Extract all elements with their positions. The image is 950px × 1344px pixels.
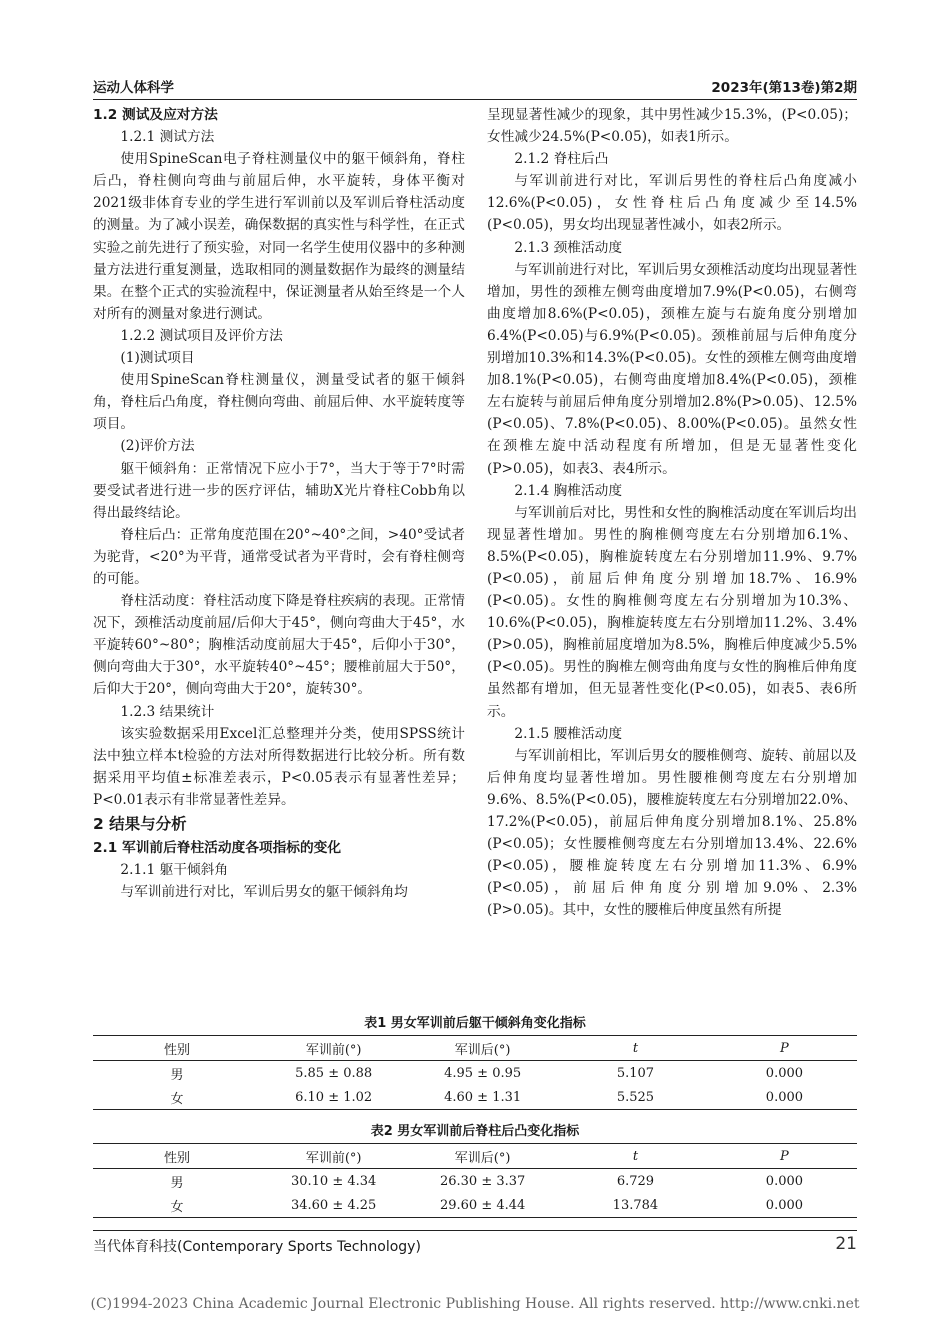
- header-after: 军训后(°): [454, 1150, 511, 1166]
- cell: 34.60 ± 4.25: [290, 1197, 377, 1213]
- cell: 5.85 ± 0.88: [295, 1065, 373, 1081]
- cell: 女: [170, 1091, 184, 1107]
- paragraph: 脊柱后凸：正常角度范围在20°~40°之间，>40°受试者为驼背，<20°为平背，通常受试者为平背时，会有脊柱侧弯的可能。: [93, 526, 465, 587]
- cell: 4.95 ± 0.95: [444, 1065, 522, 1081]
- table-header-row: [93, 1036, 857, 1061]
- subheading-test-items: (1)测试项目: [120, 350, 195, 367]
- cell: 男: [170, 1067, 184, 1083]
- heading-1-2-2: 1.2.2 测试项目及评价方法: [120, 327, 283, 344]
- cell: 0.000: [765, 1089, 804, 1105]
- cell: 男: [170, 1175, 184, 1191]
- subheading-evaluation: (2)评价方法: [120, 438, 195, 455]
- paragraph: 脊柱活动度：脊柱活动度下降是脊柱疾病的表现。正常情况下，颈椎活动度前屈/后仰大于45°，侧向弯曲大于45°，水平旋转60°~80°；胸椎活动度前屈大于45°，后仰小于30°，侧向弯曲大于30°，水平旋转40°~45°；腰椎前屈大于50°，后仰大于20°，侧向弯曲大于20°，旋转30°。: [93, 593, 465, 698]
- paragraph: 使用SpineScan电子脊柱测量仪中的躯干倾斜角，脊柱后凸，脊柱侧向弯曲与前屈后伸，水平旋转，身体平衡对2021级非体育专业的学生进行军训前以及军训后脊柱活动度的测量。为了减小误差，确保数据的真实性与科学性，在正式实验之前先进行了预实验，对同一名学生使用仪器中的多种测量方法进行重复测量，选取相同的测量数据作为最终的测量结果。在整个正式的实验流程中，保证测量者从始至终是一个人对所有的测量对象进行测试。: [93, 151, 465, 322]
- cell: 30.10 ± 4.34: [290, 1173, 377, 1189]
- heading-2-1-4: 2.1.4 胸椎活动度: [514, 482, 623, 499]
- heading-1-2: 1.2 测试及应对方法: [93, 107, 218, 123]
- header-t: t: [632, 1148, 639, 1164]
- cell: 女: [170, 1199, 184, 1215]
- paragraph: 与军训前后对比，男性和女性的胸椎活动度在军训后均出现显著性增加。男性的胸椎侧弯度左右分别增加6.1%、8.5%(P<0.05)，胸椎旋转度左右分别增加11.9%、9.7%(P<0.05)，前屈后伸角度分别增加18.7%、16.9%(P<0.05)。女性的胸椎侧弯度左右分别增加为10.3%、10.6%(P<0.05)，胸椎旋转度左右分别增加11.2%、3.4%(P>0.05)，胸椎前屈度增加为8.5%，胸椎后伸度减少5.5%(P<0.05)。男性的胸椎左侧弯曲角度与女性的胸椎后伸角度虽然都有增加，但无显著性变化(P<0.05)，如表5、表6所示。: [487, 504, 857, 720]
- header-before: 军训前(°): [305, 1150, 362, 1166]
- table2: [93, 1143, 857, 1218]
- footer-journal-name: 当代体育科技(Contemporary Sports Technology): [93, 1239, 421, 1255]
- cell: 0.000: [765, 1173, 804, 1189]
- cell: 29.60 ± 4.44: [439, 1197, 526, 1213]
- header-gender: 性别: [164, 1042, 191, 1058]
- table-header-row: [93, 1144, 857, 1169]
- header-p: P: [780, 1148, 789, 1164]
- cell: 0.000: [765, 1065, 804, 1081]
- cell: 4.60 ± 1.31: [444, 1089, 522, 1105]
- header-after: 军训后(°): [454, 1042, 511, 1058]
- footer-rule: [93, 1230, 857, 1231]
- left-column: [93, 104, 465, 903]
- heading-2-1-1: 2.1.1 躯干倾斜角: [120, 862, 229, 879]
- table2-caption: 表2 男女军训前后脊柱后凸变化指标: [370, 1124, 580, 1139]
- paragraph: 与军训前进行对比，军训后男女颈椎活动度均出现显著性增加，男性的颈椎左侧弯曲度增加7.9%(P<0.05)，右侧弯曲度增加8.6%(P<0.05)，颈椎左旋与右旋角度分别增加6.4%(P<0.05)与6.9%(P<0.05)。颈椎前屈与后伸角度分别增加10.3%和14.3%(P<0.05)。女性的颈椎左侧弯曲度增加8.1%(P<0.05)，右侧弯曲度增加8.4%(P<0.05)，颈椎左右旋转与前屈后伸角度分别增加2.8%(P>0.05)、12.5%(P<0.05)、7.8%(P<0.05)、8.00%(P<0.05)。虽然女性在颈椎左旋中活动程度有所增加，但是无显著性变化(P>0.05)，如表3、表4所示。: [487, 261, 857, 477]
- heading-2-1-5: 2.1.5 腰椎活动度: [514, 725, 623, 742]
- heading-2-1-2: 2.1.2 脊柱后凸: [514, 151, 609, 168]
- header-rule: [93, 99, 857, 100]
- journal-section-header: 运动人体科学: [93, 80, 174, 96]
- page-number: 21: [835, 1234, 857, 1254]
- cell: 0.000: [765, 1197, 804, 1213]
- cell: 5.525: [616, 1089, 655, 1105]
- right-column: [487, 104, 857, 921]
- paragraph: 与军训前相比，军训后男女的腰椎侧弯、旋转、前屈以及后伸角度均显著性增加。男性腰椎侧弯度左右分别增加9.6%、8.5%(P<0.05)，腰椎旋转度左右分别增加22.0%、17.2%(P<0.05)，前屈后伸角度分别增加8.1%、25.8%(P<0.05)；女性腰椎侧弯度左右分别增加13.4%、22.6%(P<0.05)，腰椎旋转度左右分别增加11.3%、6.9%(P<0.05)，前屈后伸角度分别增加9.0%、2.3%(P>0.05)。其中，女性的腰椎后伸度虽然有所提: [487, 747, 857, 919]
- paragraph: 躯干倾斜角：正常情况下应小于7°，当大于等于7°时需要受试者进行进一步的医疗评估，辅助X光片脊柱Cobb角以得出最终结论。: [93, 460, 465, 521]
- heading-2-1-3: 2.1.3 颈椎活动度: [514, 239, 623, 256]
- paragraph: 呈现显著性减少的现象，其中男性减少15.3%，(P<0.05)；女性减少24.5%(P<0.05)，如表1所示。: [487, 107, 857, 146]
- cell: 6.729: [616, 1173, 655, 1189]
- table1-caption: 表1 男女军训前后躯干倾斜角变化指标: [364, 1016, 586, 1031]
- paragraph: 与军训前进行对比，军训后男女的躯干倾斜角均: [120, 884, 408, 901]
- header-p: P: [780, 1040, 789, 1056]
- table-row: [93, 1085, 857, 1110]
- table-row: [93, 1169, 857, 1194]
- header-t: t: [632, 1040, 639, 1056]
- paragraph: 与军训前进行对比，军训后男性的脊柱后凸角度减小12.6%(P<0.05)，女性脊柱后凸角度减少至14.5%(P<0.05)，男女均出现显著性减小，如表2所示。: [487, 173, 857, 234]
- cell: 13.784: [612, 1197, 659, 1213]
- copyright-watermark: (C)1994-2023 China Academic Journal Electronic Publishing House. All rights reserved. http://www.cnki.net: [90, 1296, 860, 1312]
- header-gender: 性别: [164, 1150, 191, 1166]
- table-row: [93, 1061, 857, 1086]
- paragraph: 该实验数据采用Excel汇总整理并分类，使用SPSS统计法中独立样本t检验的方法对所得数据进行比较分析。所有数据采用平均值±标准差表示，P<0.05表示有显著性差异；P<0.01表示有非常显著性差异。: [93, 725, 465, 808]
- journal-issue-header: 2023年(第13卷)第2期: [711, 80, 857, 96]
- heading-1-2-1: 1.2.1 测试方法: [120, 129, 215, 146]
- table-row: [93, 1193, 857, 1218]
- heading-1-2-3: 1.2.3 结果统计: [120, 703, 215, 720]
- cell: 5.107: [616, 1065, 655, 1081]
- cell: 26.30 ± 3.37: [439, 1173, 526, 1189]
- header-before: 军训前(°): [305, 1042, 362, 1058]
- table1: [93, 1035, 857, 1110]
- cell: 6.10 ± 1.02: [295, 1089, 373, 1105]
- heading-2: 2 结果与分析: [93, 815, 187, 833]
- paragraph: 使用SpineScan脊柱测量仪，测量受试者的躯干倾斜角，脊柱后凸角度，脊柱侧向弯曲、前屈后伸、水平旋转度等项目。: [93, 372, 465, 433]
- heading-2-1: 2.1 军训前后脊柱活动度各项指标的变化: [93, 840, 342, 856]
